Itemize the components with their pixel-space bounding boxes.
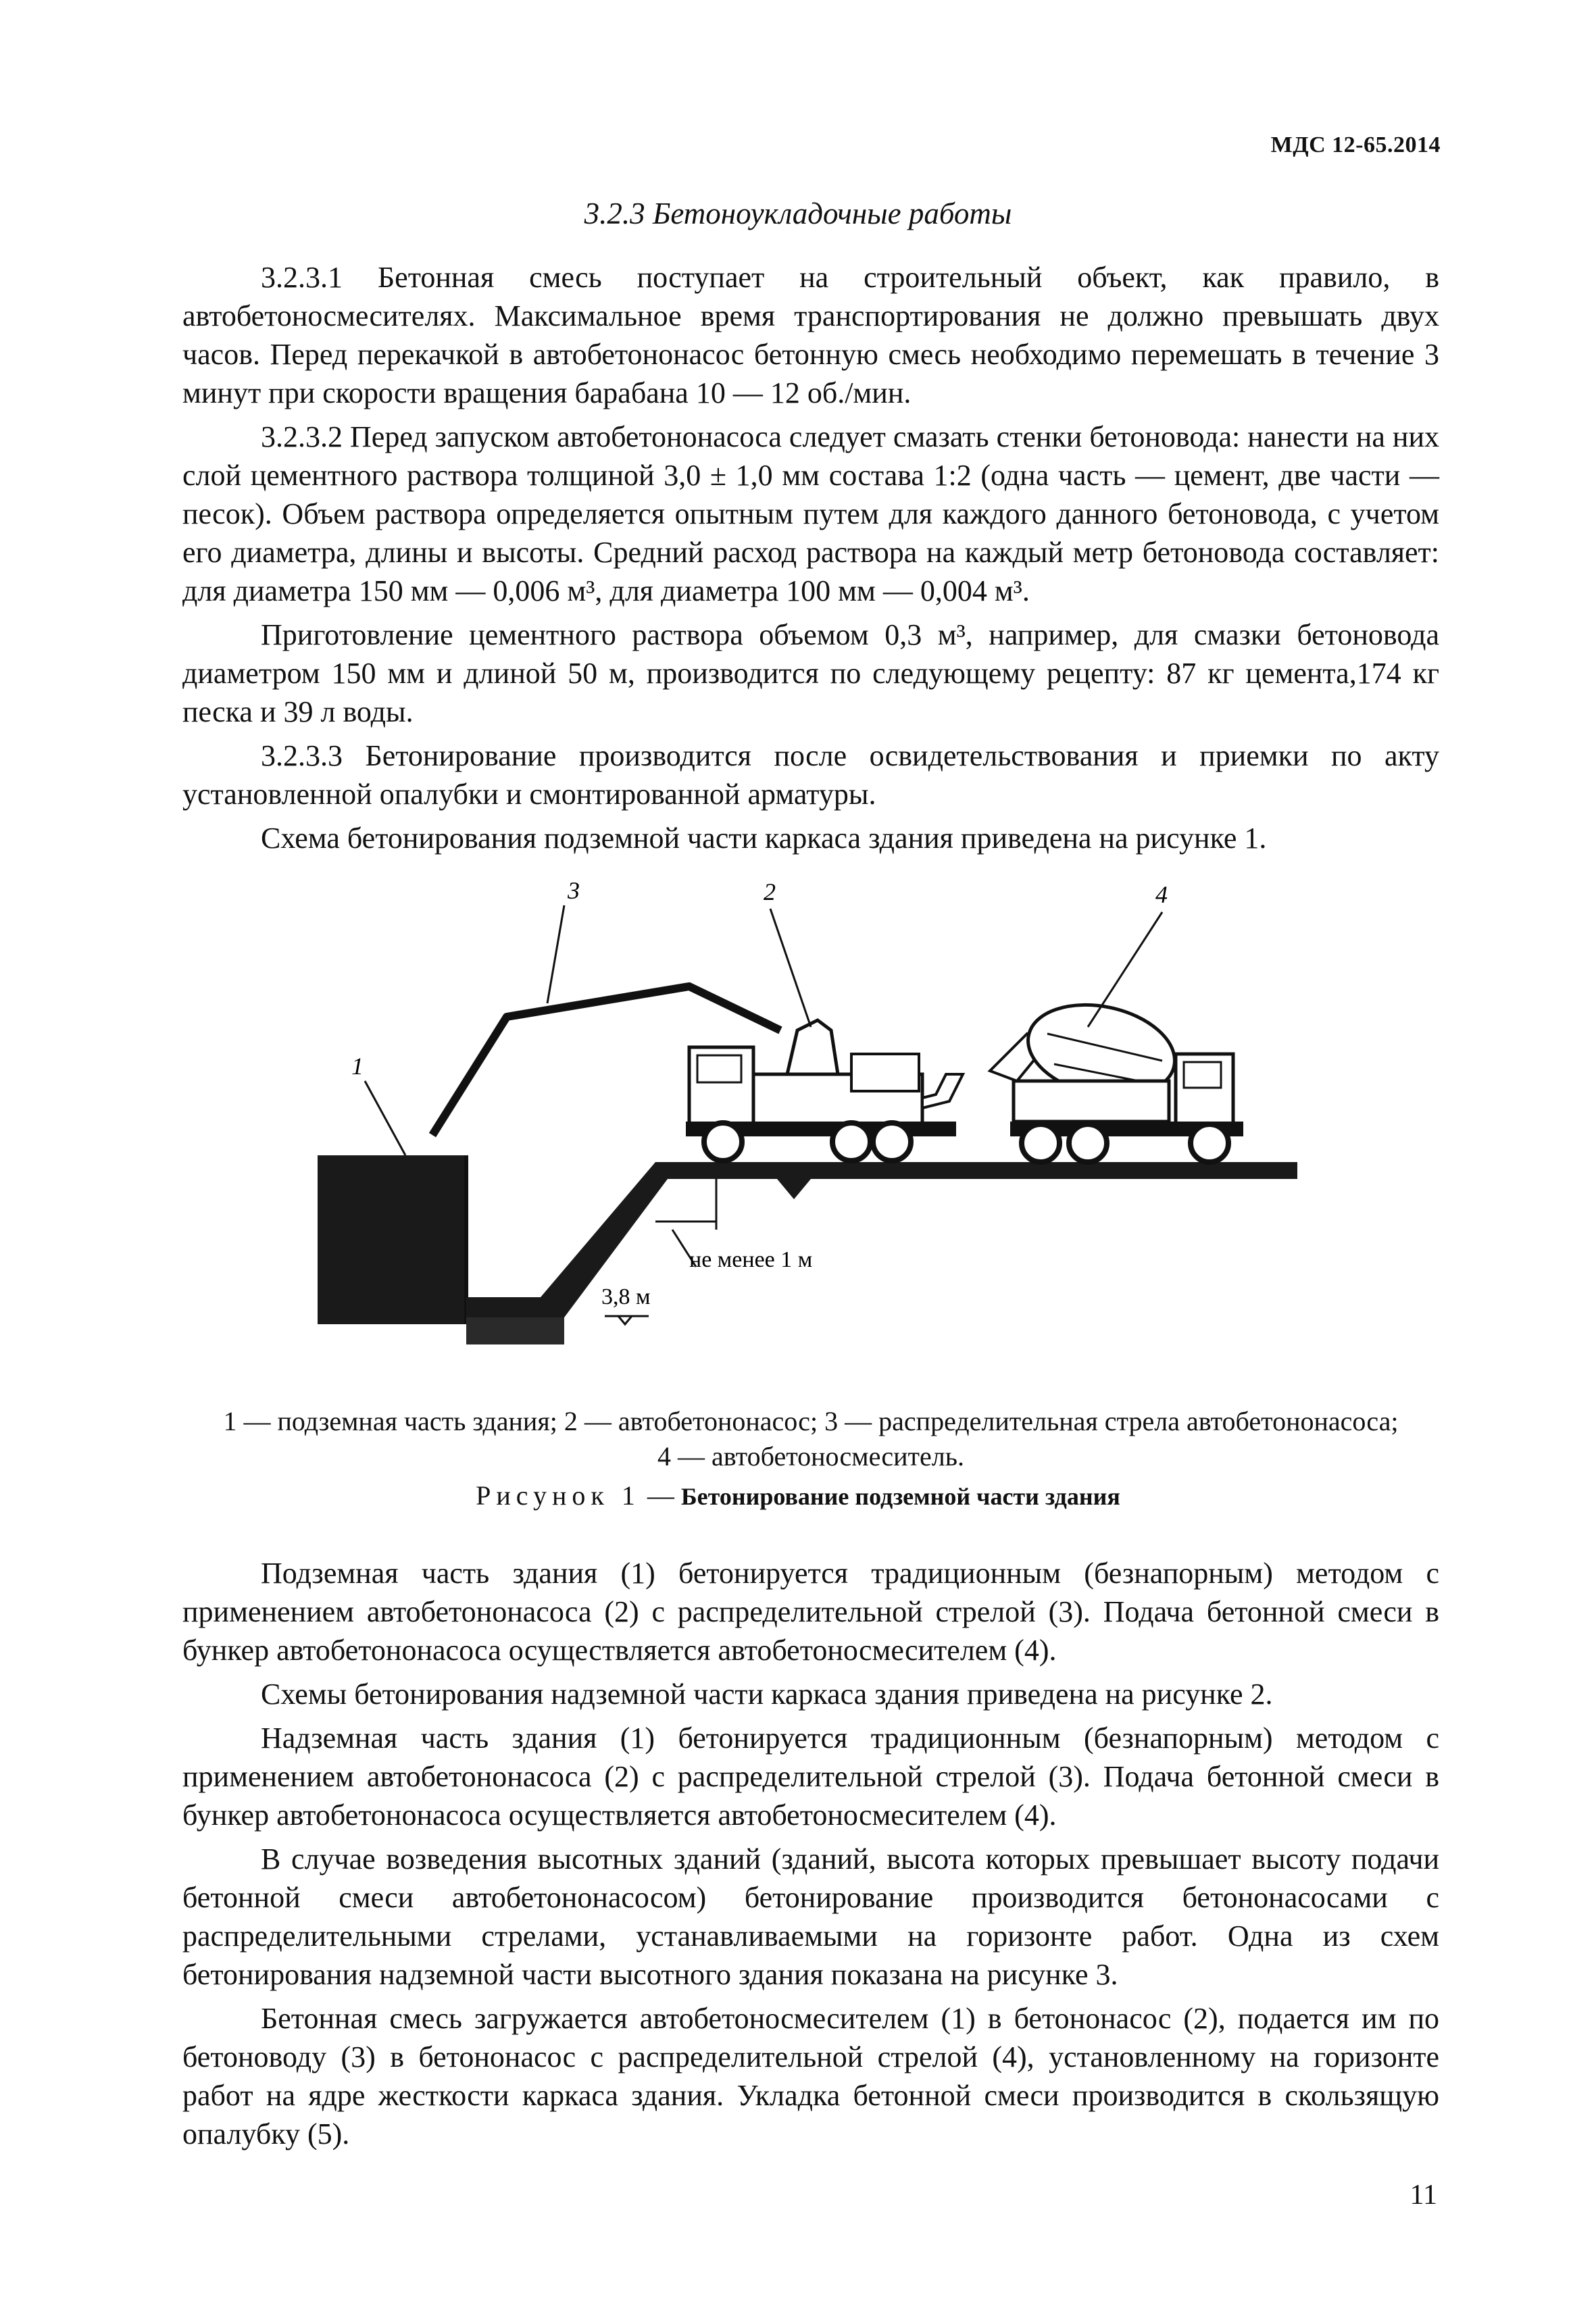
paragraph: Бетонная смесь загружается автобетоносмесителем (1) в бетононасос (2), подается им по бетоноводу (3) в бетононасос с распределительной стрелой (4), установленному на горизонте работ на ядре жесткости каркаса здания. Укладка бетонной смеси производится в скользящую опалубку (5). <box>182 2002 1439 2150</box>
underground-building <box>318 1155 466 1324</box>
level-mark-icon <box>618 1316 632 1324</box>
leader-2 <box>770 909 811 1027</box>
document-code: МДС 12-65.2014 <box>1270 132 1441 157</box>
paragraph: 3.2.3.1 Бетонная смесь поступает на строительный объект, как правило, в автобетоносмесителях. Максимальное время транспортирования не должно превышать двух часов. Перед перекачкой в автобетононасос бетонную смесь необходимо перемешать в течение 3 минут при скорости вращения барабана 10 — 12 об./мин. <box>182 261 1439 409</box>
paragraph: Подземная часть здания (1) бетонируется традиционным (безнапорным) методом с применением автобетононасоса (2) с распределительной стрелой (3). Подача бетонной смеси в бункер автобетононасоса осуществляется автобетоносмесителем (4). <box>182 1557 1439 1667</box>
legend-line: 1 — подземная часть здания; 2 — автобетононасос; 3 — распределительная стрела автобетононасоса; <box>223 1406 1399 1436</box>
dimension-min-distance: не менее 1 м <box>689 1247 813 1272</box>
paragraph: Надземная часть здания (1) бетонируется традиционным (безнапорным) методом с применением автобетононасоса (2) с распределительной стрелой (3). Подача бетонной смеси в бункер автобетононасоса осуществляется автобетоносмесителем (4). <box>182 1721 1439 1832</box>
mixer-truck <box>990 992 1243 1162</box>
paragraph: Схемы бетонирования надземной части каркаса здания приведена на рисунке 2. <box>261 1678 1273 1711</box>
leader-3 <box>547 905 564 1003</box>
legend-line: 4 — автобетоносмеситель. <box>657 1441 964 1472</box>
text-block-bottom <box>182 1554 1439 2159</box>
leader-1 <box>365 1081 405 1155</box>
text-block-top <box>182 258 1439 863</box>
figure-caption <box>0 1480 1596 1511</box>
concrete-pump-truck <box>686 1020 963 1161</box>
caption-prefix: Рисунок 1 <box>476 1480 641 1511</box>
paragraph: 3.2.3.3 Бетонирование производится после освидетельствования и приемки по акту установленной опалубки и смонтированной арматуры. <box>182 739 1439 811</box>
paragraph: Схема бетонирования подземной части каркаса здания приведена на рисунке 1. <box>261 822 1267 855</box>
label-3: 3 <box>568 878 580 904</box>
section-title: 3.2.3 Бетоноукладочные работы <box>584 197 1012 230</box>
page-number: 11 <box>1410 2180 1437 2211</box>
caption-dash: — <box>640 1480 681 1511</box>
label-4: 4 <box>1155 881 1168 908</box>
label-2: 2 <box>764 878 776 905</box>
dimension-depth: 3,8 м <box>601 1284 651 1309</box>
figure-legend <box>182 1404 1439 1474</box>
paragraph: В случае возведения высотных зданий (зданий, высота которых превышает высоту подачи бетонной смеси автобетононасосом) бетонирование производится бетононасосами с распределительными стрелами, устанавливаемыми на горизонте работ. Одна из схем бетонирования надземной части высотного здания показана на рисунке 3. <box>182 1842 1439 1991</box>
ground-and-slope <box>466 1162 1297 1317</box>
label-1: 1 <box>351 1053 364 1080</box>
caption-title: Бетонирование подземной части здания <box>680 1483 1120 1510</box>
figure-concreting-scheme <box>297 878 1297 1351</box>
leader-4 <box>1088 912 1162 1027</box>
paragraph: Приготовление цементного раствора объемом 0,3 м³, например, для смазки бетоновода диаметром 150 мм и длиной 50 м, производится по следующему рецепту: 87 кг цемента,174 кг песка и 39 л воды. <box>182 618 1439 728</box>
paragraph: 3.2.3.2 Перед запуском автобетононасоса следует смазать стенки бетоновода: нанести на них слой цементного раствора толщиной 3,0 ± 1,0 мм состава 1:2 (одна часть — цемент, две части — песок). Объем раствора определяется опытным путем для каждого данного бетоновода, с учетом его диаметра, длины и высоты. Средний расход раствора на каждый метр бетоновода составляет: для диаметра 150 мм — 0,006 м³, для диаметра 100 мм — 0,004 м³. <box>182 420 1439 607</box>
